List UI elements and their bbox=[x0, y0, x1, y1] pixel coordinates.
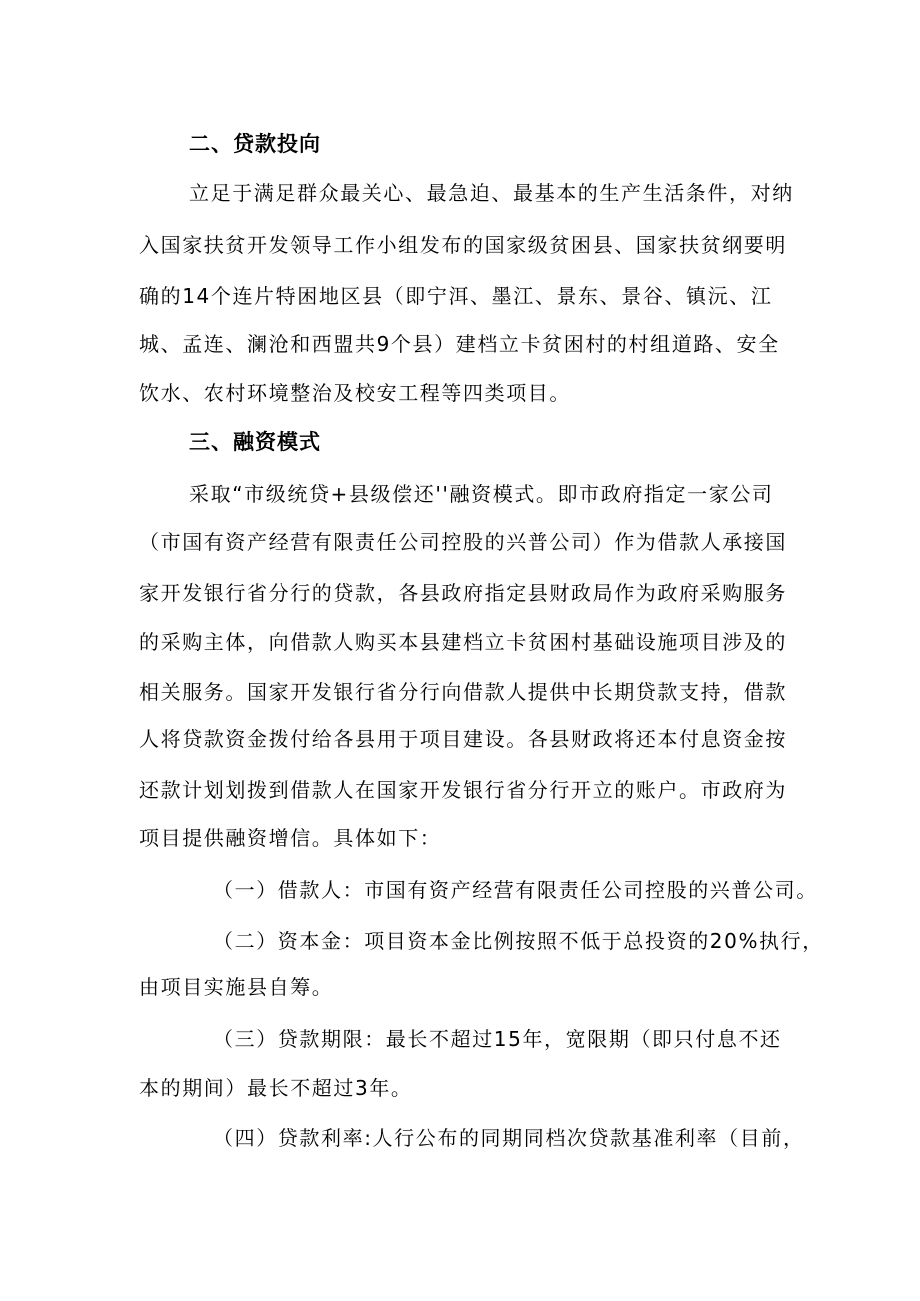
section-heading-loan-direction: 二、贷款投向 bbox=[189, 132, 321, 156]
paragraph-line: 还款计划划拨到借款人在国家开发银行省分行开立的账户。市政府为 bbox=[139, 778, 787, 802]
paragraph-line: 确的14个连片特困地区县（即宁洱、墨江、景东、景谷、镇沅、江 bbox=[139, 284, 773, 308]
list-item-interest-rate: （四）贷款利率:人行公布的同期同档次贷款基准利率（目前， bbox=[213, 1126, 805, 1150]
list-item-capital-cont: 由项目实施县自筹。 bbox=[139, 975, 334, 999]
paragraph-line: 相关服务。国家开发银行省分行向借款人提供中长期贷款支持，借款 bbox=[139, 680, 787, 704]
list-item-loan-term-cont: 本的期间）最长不超过3年。 bbox=[139, 1076, 413, 1100]
paragraph-line: 人将贷款资金拨付给各县用于项目建设。各县财政将还本付息资金按 bbox=[139, 727, 787, 751]
paragraph-line: 家开发银行省分行的贷款，各县政府指定县财政局作为政府采购服务 bbox=[139, 581, 787, 605]
paragraph-line: 采取“市级统贷+县级偿还''融资模式。即市政府指定一家公司 bbox=[189, 482, 774, 506]
paragraph-line: （市国有资产经营有限责任公司控股的兴普公司）作为借款人承接国 bbox=[139, 530, 787, 554]
paragraph-line: 城、孟连、澜沧和西盟共9个县）建档立卡贫困村的村组道路、安全 bbox=[139, 332, 780, 356]
paragraph-line: 的采购主体，向借款人购买本县建档立卡贫困村基础设施项目涉及的 bbox=[139, 630, 787, 654]
paragraph-line: 入国家扶贫开发领导工作小组发布的国家级贫困县、国家扶贫纲要明 bbox=[139, 233, 787, 257]
list-item-loan-term: （三）贷款期限：最长不超过15年，宽限期（即只付息不还 bbox=[213, 1027, 782, 1051]
section-heading-financing-model: 三、融资模式 bbox=[189, 430, 321, 454]
paragraph-line: 项目提供融资增信。具体如下： bbox=[139, 826, 442, 850]
list-item-borrower: （一）借款人：市国有资产经营有限责任公司控股的兴普公司。 bbox=[213, 878, 818, 902]
paragraph-line: 饮水、农村环境整治及校安工程等四类项目。 bbox=[139, 381, 571, 405]
list-item-capital: （二）资本金：项目资本金比例按照不低于总投资的20%执行， bbox=[213, 929, 824, 953]
paragraph-line: 立足于满足群众最关心、最急迫、最基本的生产生活条件，对纳 bbox=[189, 181, 794, 205]
